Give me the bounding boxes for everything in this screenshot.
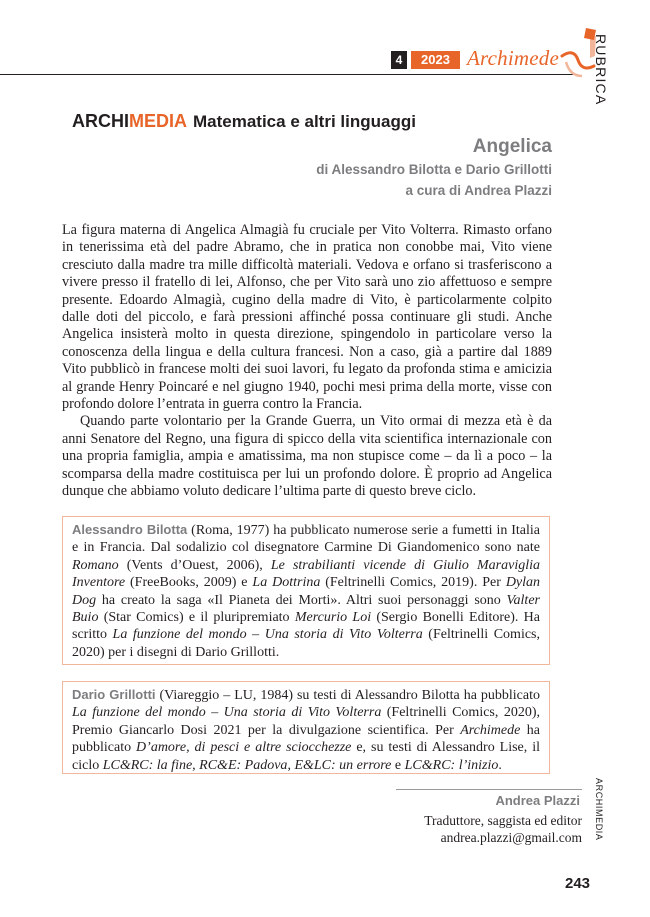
bio-text: (Feltrinelli Comics, 2020), Premio Giancarlo Dosi 2021 per la divulgazione scientifica. Per [72,705,540,738]
bio-text: (Sergio Bonelli Editore). Ha scritto [72,610,540,643]
bio-name: Alessandro Bilotta [72,522,188,537]
issue-year: 2023 [411,51,460,69]
bio-title: La funzione del mondo – Una storia di Vito Volterra [72,705,382,721]
signature-role: Traduttore, saggista ed editor [424,813,582,828]
bio-title: RC&E: Padova [199,757,288,773]
bio-box-bilotta [62,516,550,665]
bio-title: Dylan Dog [72,575,541,608]
magazine-name: Archimede [467,46,559,70]
article-title: Angelica [472,136,552,157]
bio-text: e, su testi di Alessandro Lise, il ciclo [72,740,540,773]
section-label [592,34,612,124]
bio-title: Romano [72,557,119,573]
editor-byline: a cura di Andrea Plazzi [405,183,552,198]
bio-text: (Vents d’Ouest, 2006), [118,557,271,573]
body-paragraph: La figura materna di Angelica Almagià fu cruciale per Vito Volterra. Rimasto orfano in tenerissima età del padre Abramo, che in pratica non conobbe mai, Vito viene cresciuto dalla madre tra mille difficoltà materiali. Vedova e orfano si trasferiscono a vivere presso il fratello di lei, Alfonso, che per Vito sarà uno zio affettuoso e sempre presente. Edoardo Almagià, cugino della madre di Vito, è particolarmente colpito dalle doti del piccolo, e farà pressioni affinché possa continuare gli studi. Anche Angelica insisterà molto in questa direzione, spingendolo in particolare verso la conoscenza della lingua e della cultura francesi. Non a caso, già a partire dal 1889 Vito pubblicò in francese molti dei suoi lavori, fu legato da profonda stima e amicizia al grande Henry Poincaré e nel giugno 1940, pochi mesi prima della morte, visse con profondo dolore l’entrata in guerra contro la Francia. [62,222,552,413]
side-column-tag-text: ARCHIMEDIA [594,778,604,841]
bio-text: (Feltrinelli Comics, 2020) per i disegni di Dario Grillotti. [72,627,540,660]
series-title-media: MEDIA [129,111,187,131]
issue-number: 4 [391,51,407,69]
bio-text: e [391,757,405,773]
bio-title: Archimede [460,722,521,738]
signature-rule [396,789,582,790]
bio-title: LC&RC: l’inizio [404,757,499,773]
page-number: 243 [565,875,591,892]
bio-box-grillotti [62,681,550,774]
bio-name: Dario Grillotti [72,687,156,702]
bio-text: . [498,757,502,773]
bio-title: Mercurio Loi [294,610,372,626]
signature-email[interactable]: andrea.plazzi@gmail.com [440,830,582,845]
bio-text: (Star Comics) e il pluripremiato [98,610,295,626]
bio-title: D’amore, di pesci e altre sciocchezze [136,740,352,756]
series-subtitle: Matematica e altri linguaggi [193,112,416,131]
header-rule [0,74,578,75]
section-label-text: RUBRICA [593,34,609,106]
side-column-tag [592,778,606,854]
bio-text: (Roma, 1977) ha pubblicato numerose serie a fumetti in Italia e in Francia. Dal sodalizio col disegnatore Carmine Di Giandomenico sono nate [72,523,540,556]
bio-text: ha creato la saga «Il Pianeta dei Morti». Altri suoi personaggi sono [96,592,507,608]
authors-byline: di Alessandro Bilotta e Dario Grillotti [316,162,552,177]
article-body [62,222,552,501]
bio-text: (FreeBooks, 2009) e [125,575,253,591]
bio-text: ha pubblicato [72,722,541,756]
bio-text: (Viareggio – LU, 1984) su testi di Alessandro Bilotta ha pubblicato [155,688,541,703]
bio-title: LC&RC: la fine [102,757,193,773]
bio-title: La Dottrina [252,575,321,591]
bio-text: (Feltrinelli Comics, 2019). Per [320,575,506,591]
bio-title: Le strabilianti vicende di Giulio Maraviglia Inventore [72,557,540,591]
bio-text: , [287,757,295,773]
series-title [72,111,416,132]
body-paragraph: Quando parte volontario per la Grande Guerra, un Vito ormai di mezza età è da anni Senatore del Regno, una figura di spicco della vita scientifica internazionale con una propria famiglia, ampia e amatissima, ma non stupisce come – da lì a poco – la scomparsa della madre costituisca per lui un profondo dolore. È proprio ad Angelica dunque che abbiamo voluto dedicare l’ultima parte di questo breve ciclo. [62,413,552,500]
series-title-archi: ARCHI [72,111,129,131]
bio-title: Valter Buio [72,592,540,626]
bio-title: La funzione del mondo – Una storia di Vito Volterra [112,627,423,643]
bio-text: , [192,757,200,773]
signature-name: Andrea Plazzi [495,793,580,808]
bio-title: E&LC: un errore [294,757,392,773]
